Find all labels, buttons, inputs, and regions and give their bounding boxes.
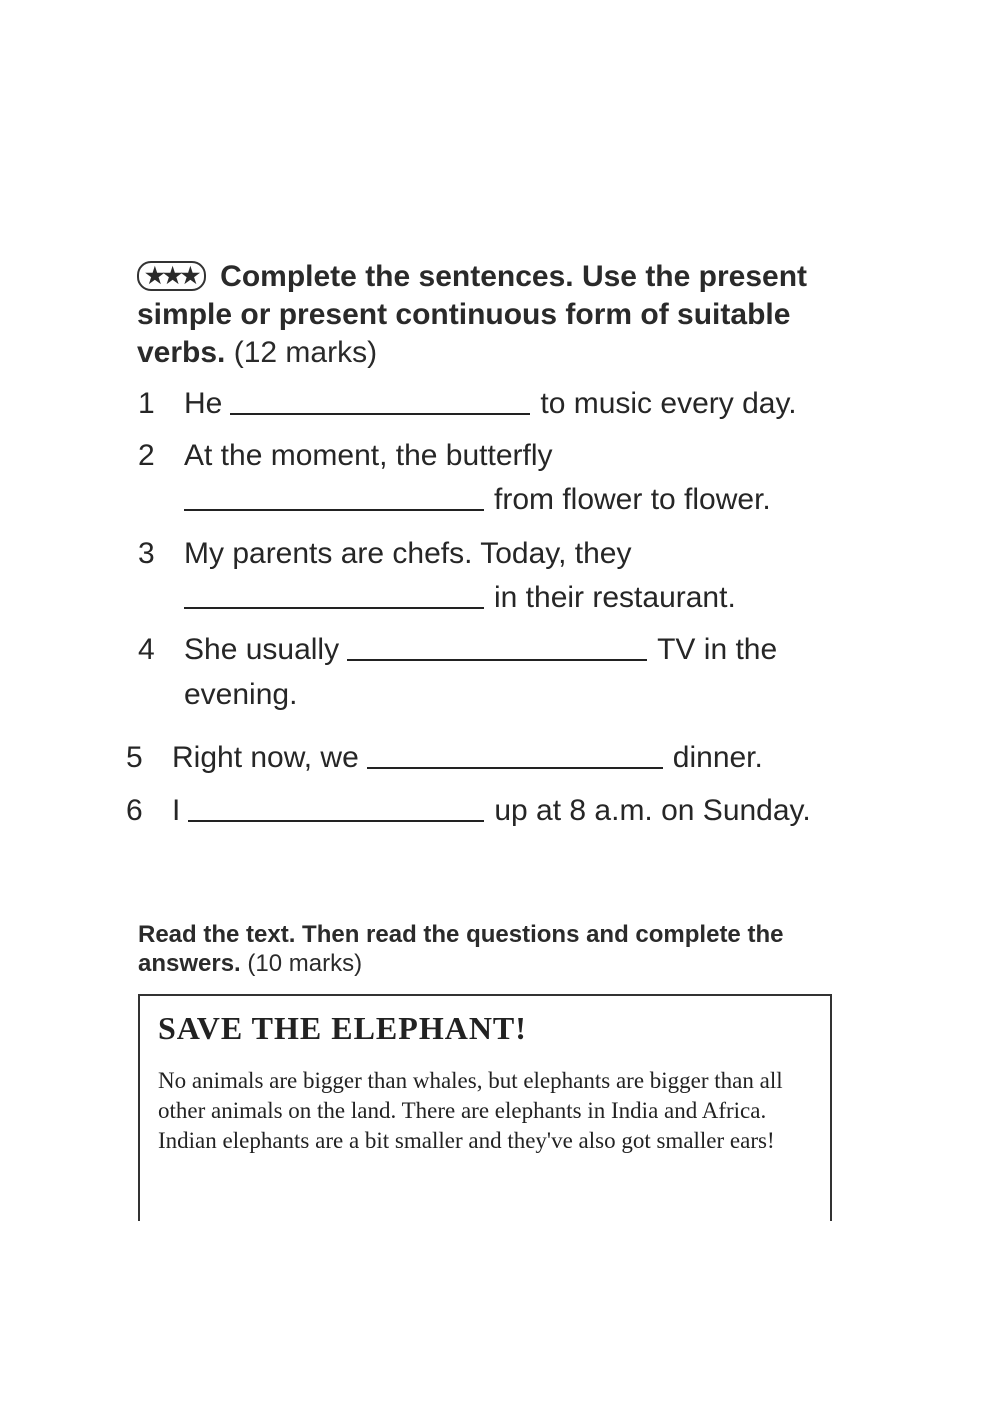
answer-blank-5[interactable] bbox=[367, 737, 663, 769]
sentence-4-before: She usually bbox=[184, 633, 340, 666]
sentence-5 bbox=[126, 736, 763, 780]
reading-paragraph: No animals are bigger than whales, but elephants are bigger than all other animals on the land. There are elephants in India and Africa. Indian elephants are a bit smaller and they've also got smaller ears! bbox=[158, 1068, 783, 1153]
answer-blank-2[interactable] bbox=[184, 479, 484, 511]
exercise1-marks: (12 marks) bbox=[233, 336, 378, 369]
sentence-2-line1: At the moment, the butterfly bbox=[184, 439, 553, 472]
sentence-4-cont bbox=[138, 673, 297, 717]
sentence-2 bbox=[138, 434, 553, 478]
sentence-3-after: in their restaurant. bbox=[494, 581, 736, 614]
exercise1-instruction bbox=[137, 258, 837, 372]
answer-blank-3[interactable] bbox=[184, 577, 484, 609]
sentence-6 bbox=[126, 789, 811, 833]
reading-title: SAVE THE ELEPHANT! bbox=[158, 1010, 527, 1046]
item-number: 4 bbox=[138, 633, 155, 666]
sentence-4 bbox=[138, 628, 777, 672]
sentence-5-after: dinner. bbox=[672, 741, 763, 774]
item-number: 5 bbox=[126, 741, 143, 774]
item-number: 3 bbox=[138, 537, 155, 570]
sentence-5-before: Right now, we bbox=[172, 741, 359, 774]
sentence-6-after: up at 8 a.m. on Sunday. bbox=[494, 794, 811, 827]
sentence-6-before: I bbox=[172, 794, 181, 827]
sentence-2-after: from flower to flower. bbox=[494, 483, 771, 516]
sentence-3 bbox=[138, 532, 631, 576]
exercise1-instruction-text: Complete the sentences. Use the present simple or present continuous form of suitable verbs. bbox=[137, 260, 808, 369]
answer-blank-1[interactable] bbox=[230, 383, 530, 415]
sentence-4-after: TV in the bbox=[657, 633, 778, 666]
sentence-1-after: to music every day. bbox=[540, 387, 797, 420]
answer-blank-4[interactable] bbox=[347, 629, 647, 661]
answer-blank-6[interactable] bbox=[188, 790, 484, 822]
exercise2-instruction-text: Read the text. Then read the questions and complete the answers. bbox=[138, 921, 784, 977]
sentence-3-cont bbox=[138, 576, 736, 620]
item-number: 6 bbox=[126, 794, 143, 827]
exercise2-marks: (10 marks) bbox=[247, 950, 363, 977]
exercise2-instruction bbox=[138, 920, 838, 978]
sentence-1-before: He bbox=[184, 387, 223, 420]
item-number: 1 bbox=[138, 387, 155, 420]
sentence-1 bbox=[138, 382, 797, 426]
sentence-3-line1: My parents are chefs. Today, they bbox=[184, 537, 632, 570]
reading-text-box bbox=[138, 994, 832, 1221]
difficulty-stars-icon: ★★★ bbox=[137, 261, 206, 291]
sentence-2-cont bbox=[138, 478, 771, 522]
sentence-4-line2: evening. bbox=[184, 678, 298, 711]
item-number: 2 bbox=[138, 439, 155, 472]
